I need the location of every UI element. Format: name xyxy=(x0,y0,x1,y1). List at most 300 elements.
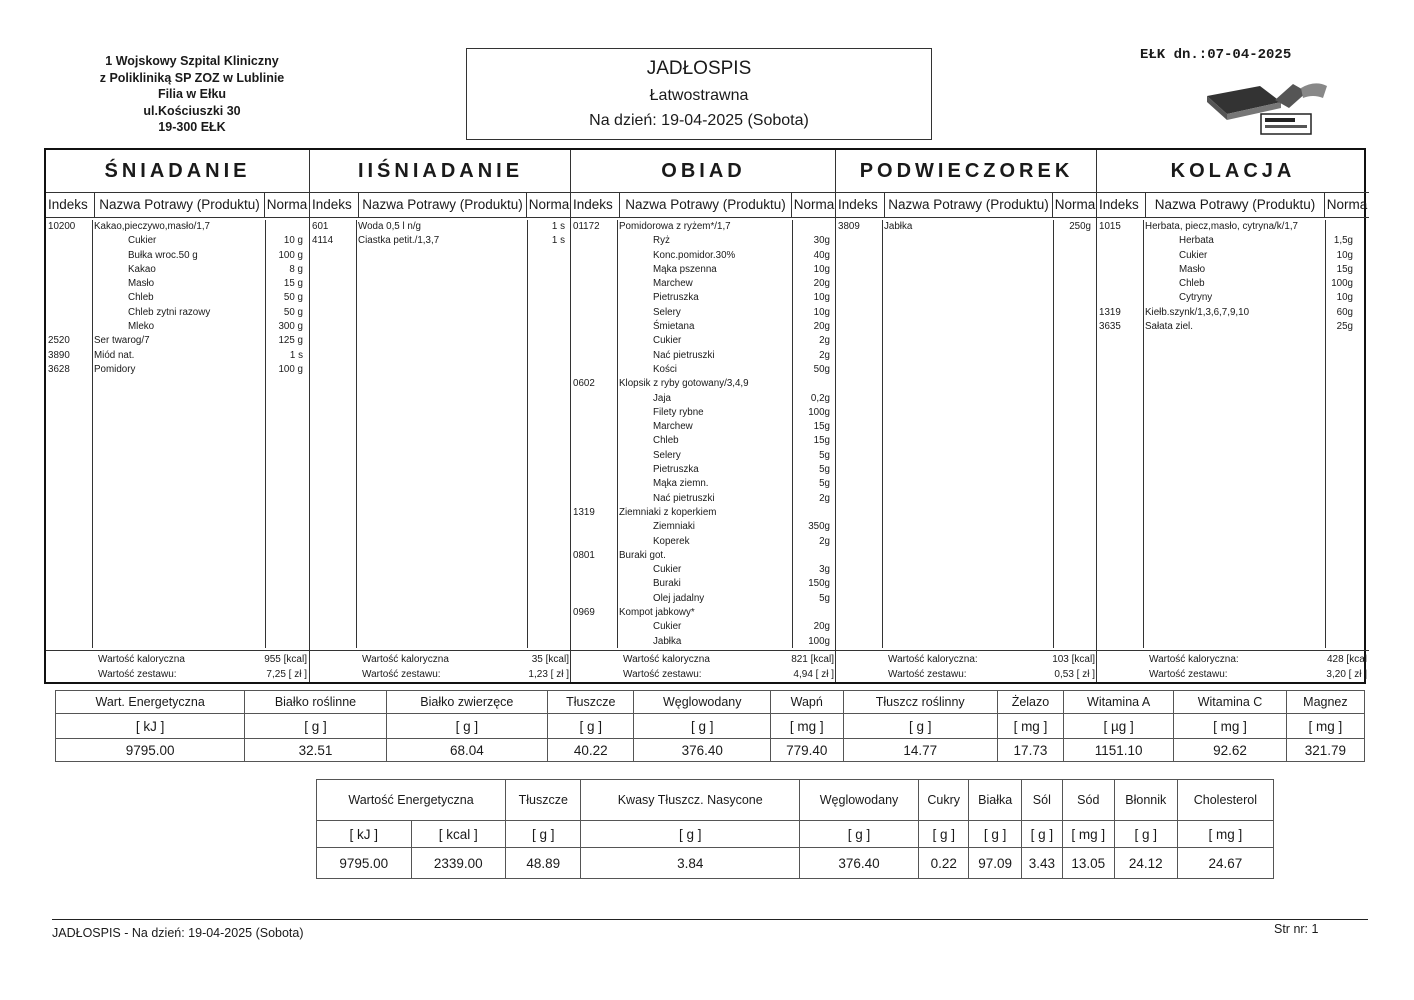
list-item xyxy=(46,277,309,291)
nutrient-value: 14.77 xyxy=(843,739,997,762)
meal-summary xyxy=(836,650,1097,685)
item-norm: 50 g xyxy=(283,292,303,304)
list-item xyxy=(571,463,836,477)
item-name: Sałata ziel. xyxy=(1145,321,1193,333)
item-name: Chleb zytni razowy xyxy=(128,306,211,318)
item-norm: 350g xyxy=(808,521,830,533)
nutrient-value: 321.79 xyxy=(1286,739,1364,762)
item-index: 3628 xyxy=(48,363,70,375)
meal-title: IIŚNIADANIE xyxy=(310,150,571,193)
meal-column xyxy=(46,150,309,682)
cost-value: 7,25 [ zł ] xyxy=(266,669,307,680)
item-name: Cukier xyxy=(653,335,682,347)
norm-header: Norma xyxy=(264,193,309,217)
nutrient-header: Białko roślinne xyxy=(245,691,386,714)
item-name: Kakao xyxy=(128,263,156,275)
list-item xyxy=(571,234,836,248)
page-number: Str nr: 1 xyxy=(1274,922,1319,936)
list-item xyxy=(46,306,309,320)
nutrient-header: Wapń xyxy=(770,691,843,714)
item-name: Miód nat. xyxy=(94,349,135,361)
calorie-value: 35 [kcal] xyxy=(531,654,569,665)
item-index: 1319 xyxy=(573,506,595,518)
list-item xyxy=(836,220,1097,234)
list-item xyxy=(571,563,836,577)
footer-title: JADŁOSPIS - Na dzień: 19-04-2025 (Sobota) xyxy=(52,926,304,940)
item-index: 10200 xyxy=(48,221,76,232)
list-item xyxy=(1097,306,1369,320)
nutrient-unit: [ mg ] xyxy=(770,714,843,739)
item-name: Cukier xyxy=(1179,249,1208,261)
item-norm: 15 g xyxy=(283,278,303,290)
list-item xyxy=(571,492,836,506)
nutrient-value: 24.12 xyxy=(1114,848,1177,879)
item-norm: 1 s xyxy=(551,221,565,232)
item-norm: 5g xyxy=(819,449,830,461)
item-norm: 2g xyxy=(819,535,830,547)
item-name: Herbata xyxy=(1179,235,1214,247)
item-norm: 0,2g xyxy=(810,392,830,404)
list-item xyxy=(46,249,309,263)
hospital-line: Filia w Ełku xyxy=(157,87,227,101)
item-norm: 30g xyxy=(813,235,830,247)
nutrient-unit: [ kJ ] xyxy=(317,821,412,848)
meal-column xyxy=(1096,150,1369,682)
list-item xyxy=(571,334,836,348)
list-item xyxy=(571,220,836,234)
list-item xyxy=(46,234,309,248)
item-index: 2520 xyxy=(48,335,70,347)
name-header: Nazwa Potrawy (Produktu) xyxy=(358,193,526,217)
item-norm: 15g xyxy=(1336,263,1353,275)
list-item xyxy=(571,277,836,291)
index-header: Indeks xyxy=(312,197,352,212)
nutrient-value: 3.43 xyxy=(1021,848,1062,879)
cost-value: 1,23 [ zł ] xyxy=(528,669,569,680)
item-norm: 100g xyxy=(1331,278,1353,290)
item-index: 0801 xyxy=(573,549,595,561)
norm-header: Norma xyxy=(1052,193,1097,217)
item-norm: 1 s xyxy=(289,349,303,361)
nutrient-unit: [ g ] xyxy=(799,821,918,848)
nutrient-header: Tłuszcze xyxy=(506,780,581,821)
cost-label: Wartość zestawu: xyxy=(98,669,177,680)
item-norm: 25g xyxy=(1336,321,1353,333)
list-item xyxy=(1097,291,1369,305)
nutrient-unit: [ g ] xyxy=(969,821,1021,848)
item-index: 1319 xyxy=(1099,306,1121,318)
nutrient-value: 0.22 xyxy=(919,848,969,879)
item-norm: 8 g xyxy=(289,263,303,275)
item-norm: 10 g xyxy=(283,235,303,247)
nutrient-value: 779.40 xyxy=(770,739,843,762)
list-item xyxy=(571,506,836,520)
index-header: Indeks xyxy=(838,197,878,212)
meal-summary xyxy=(571,650,836,685)
item-norm: 15g xyxy=(813,435,830,447)
item-name: Pietruszka xyxy=(653,292,699,304)
list-item xyxy=(571,377,836,391)
item-norm: 100 g xyxy=(278,249,303,261)
item-norm: 10g xyxy=(813,292,830,304)
name-header: Nazwa Potrawy (Produktu) xyxy=(884,193,1052,217)
list-item xyxy=(46,349,309,363)
list-item xyxy=(571,606,836,620)
meal-items xyxy=(46,220,309,648)
hospital-line: 19-300 EŁK xyxy=(158,120,226,134)
item-norm: 3g xyxy=(819,564,830,576)
item-norm: 1,5g xyxy=(1333,235,1353,247)
column-divider xyxy=(1053,220,1054,648)
list-item xyxy=(571,620,836,634)
meal-title: OBIAD xyxy=(571,150,836,193)
index-header: Indeks xyxy=(573,197,613,212)
list-item xyxy=(1097,263,1369,277)
meal-title: PODWIECZOREK xyxy=(836,150,1097,193)
list-item xyxy=(571,535,836,549)
item-index: 3809 xyxy=(838,221,860,232)
list-item xyxy=(571,420,836,434)
item-name: Masło xyxy=(128,278,155,290)
column-headers xyxy=(46,193,309,218)
name-header: Nazwa Potrawy (Produktu) xyxy=(1145,193,1324,217)
item-index: 3890 xyxy=(48,349,70,361)
item-name: Śmietana xyxy=(653,321,695,333)
nutrient-unit: [ kJ ] xyxy=(56,714,245,739)
list-item xyxy=(1097,249,1369,263)
item-name: Cukier xyxy=(128,235,157,247)
item-norm: 5g xyxy=(819,592,830,604)
cost-label: Wartość zestawu: xyxy=(623,669,702,680)
nutrient-value: 9795.00 xyxy=(56,739,245,762)
calorie-value: 428 [kcal xyxy=(1326,654,1367,665)
item-name: Kiełb.szynk/1,3,6,7,9,10 xyxy=(1145,306,1250,318)
list-item xyxy=(571,434,836,448)
item-name: Mąka ziemn. xyxy=(653,478,709,490)
list-item xyxy=(1097,320,1369,334)
nutrient-header: Białka xyxy=(969,780,1021,821)
list-item xyxy=(571,392,836,406)
meal-summary xyxy=(1097,650,1369,685)
nutrient-unit: [ g ] xyxy=(245,714,386,739)
nutrient-unit: [ mg ] xyxy=(1286,714,1364,739)
item-norm: 100g xyxy=(808,635,830,647)
item-norm: 10g xyxy=(1336,249,1353,261)
nutrient-header: Wartość Energetyczna xyxy=(317,780,506,821)
nutrient-header: Tłuszcz roślinny xyxy=(843,691,997,714)
nutrient-unit: [ g ] xyxy=(1114,821,1177,848)
item-norm: 50 g xyxy=(283,306,303,318)
nutrition-table-2 xyxy=(316,779,1274,879)
cost-value: 4,94 [ zł ] xyxy=(793,669,834,680)
nutrient-header: Magnez xyxy=(1286,691,1364,714)
item-norm: 2g xyxy=(819,335,830,347)
item-name: Chleb xyxy=(653,435,679,447)
nutrient-header: Witamina C xyxy=(1174,691,1287,714)
list-item xyxy=(310,234,571,248)
item-norm: 2g xyxy=(819,349,830,361)
column-headers xyxy=(836,193,1097,218)
list-item xyxy=(310,220,571,234)
calorie-value: 955 [kcal] xyxy=(264,654,307,665)
nutrient-value: 376.40 xyxy=(799,848,918,879)
cost-label: Wartość zestawu: xyxy=(888,669,967,680)
name-header: Nazwa Potrawy (Produktu) xyxy=(619,193,791,217)
nutrient-unit: [ mg ] xyxy=(1177,821,1273,848)
item-name: Nać pietruszki xyxy=(653,349,715,361)
item-name: Marchew xyxy=(653,278,693,290)
calorie-label: Wartość kaloryczna xyxy=(98,654,185,665)
item-name: Kompot jabkowy* xyxy=(619,607,695,619)
nutrient-value: 92.62 xyxy=(1174,739,1287,762)
item-name: Mąka pszenna xyxy=(653,263,717,275)
item-name: Cytryny xyxy=(1179,292,1213,304)
list-item xyxy=(571,291,836,305)
nutrient-header: Błonnik xyxy=(1114,780,1177,821)
item-norm: 10g xyxy=(813,306,830,318)
item-name: Ziemniaki xyxy=(653,521,695,533)
item-name: Jaja xyxy=(653,392,671,404)
item-norm: 10g xyxy=(813,263,830,275)
list-item xyxy=(571,363,836,377)
list-item xyxy=(46,363,309,377)
nutrient-header: Cholesterol xyxy=(1177,780,1273,821)
column-divider xyxy=(356,220,357,648)
nutrient-unit: [ g ] xyxy=(581,821,800,848)
list-item xyxy=(1097,234,1369,248)
list-item xyxy=(571,306,836,320)
book-computer-icon xyxy=(1205,78,1335,140)
item-norm: 50g xyxy=(813,363,830,375)
item-name: Jabłka xyxy=(653,635,682,647)
item-name: Selery xyxy=(653,306,681,318)
meal-items xyxy=(571,220,836,648)
item-norm: 100g xyxy=(808,406,830,418)
nutrient-header: Wart. Energetyczna xyxy=(56,691,245,714)
meal-title: KOLACJA xyxy=(1097,150,1369,193)
index-header: Indeks xyxy=(1099,197,1139,212)
calorie-value: 103 [kcal] xyxy=(1052,654,1095,665)
nutrient-header: Sód xyxy=(1062,780,1114,821)
item-index: 0969 xyxy=(573,607,595,619)
item-norm: 20g xyxy=(813,621,830,633)
nutrient-value: 68.04 xyxy=(386,739,548,762)
nutrient-header: Żelazo xyxy=(997,691,1063,714)
nutrient-value: 97.09 xyxy=(969,848,1021,879)
nutrient-value: 13.05 xyxy=(1062,848,1114,879)
hospital-line: 1 Wojskowy Szpital Kliniczny xyxy=(105,54,279,68)
calorie-label: Wartość kaloryczna xyxy=(362,654,449,665)
item-name: Buraki xyxy=(653,578,681,590)
item-name: Chleb xyxy=(1179,278,1205,290)
item-name: Filety rybne xyxy=(653,406,704,418)
nutrient-unit: [ mg ] xyxy=(1062,821,1114,848)
list-item xyxy=(46,334,309,348)
footer-rule xyxy=(52,919,1368,920)
item-norm: 10g xyxy=(1336,292,1353,304)
meal-plan-table xyxy=(44,148,1366,684)
column-headers xyxy=(310,193,571,218)
meal-items xyxy=(1097,220,1369,648)
meal-column xyxy=(309,150,571,682)
nutrient-unit: [ g ] xyxy=(843,714,997,739)
list-item xyxy=(571,477,836,491)
column-divider xyxy=(527,220,528,648)
nutrient-value: 24.67 xyxy=(1177,848,1273,879)
item-norm: 60g xyxy=(1336,306,1353,318)
index-header: Indeks xyxy=(48,197,88,212)
item-norm: 125 g xyxy=(278,335,303,347)
item-name: Jabłka xyxy=(884,221,913,232)
nutrient-value: 2339.00 xyxy=(411,848,506,879)
item-name: Selery xyxy=(653,449,681,461)
item-name: Ciastka petit./1,3,7 xyxy=(358,235,440,247)
item-name: Pietruszka xyxy=(653,464,699,476)
nutrient-value: 32.51 xyxy=(245,739,386,762)
item-name: Kości xyxy=(653,363,677,375)
item-name: Ziemniaki z koperkiem xyxy=(619,506,717,518)
nutrient-header: Węglowodany xyxy=(799,780,918,821)
hospital-line: z Polikliniką SP ZOZ w Lublinie xyxy=(99,70,285,85)
list-item xyxy=(571,406,836,420)
item-norm: 5g xyxy=(819,464,830,476)
cost-value: 3,20 [ zł ] xyxy=(1326,669,1367,680)
nutrient-unit: [ mg ] xyxy=(997,714,1063,739)
nutrient-unit: [ kcal ] xyxy=(411,821,506,848)
nutrient-header: Węglowodany xyxy=(634,691,770,714)
item-name: Ryż xyxy=(653,235,670,247)
item-norm: 150g xyxy=(808,578,830,590)
nutrient-unit: [ g ] xyxy=(919,821,969,848)
item-name: Masło xyxy=(1179,263,1206,275)
meal-title: ŚNIADANIE xyxy=(46,150,309,193)
item-name: Cukier xyxy=(653,621,682,633)
issue-date: EŁK dn.:07-04-2025 xyxy=(1140,47,1292,63)
item-norm: 20g xyxy=(813,321,830,333)
item-norm: 20g xyxy=(813,278,830,290)
item-name: Mleko xyxy=(128,321,155,333)
menu-date: Na dzień: 19-04-2025 (Sobota) xyxy=(589,112,809,129)
item-name: Pomidorowa z ryżem*/1,7 xyxy=(619,221,731,232)
nutrient-header: Białko zwierzęce xyxy=(386,691,548,714)
column-headers xyxy=(1097,193,1369,218)
nutrient-unit: [ g ] xyxy=(386,714,548,739)
item-name: Pomidory xyxy=(94,363,136,375)
nutrient-unit: [ g ] xyxy=(548,714,634,739)
list-item xyxy=(571,549,836,563)
meal-summary xyxy=(46,650,309,685)
item-name: Woda 0,5 l n/g xyxy=(358,221,421,232)
item-norm: 2g xyxy=(819,492,830,504)
list-item xyxy=(571,349,836,363)
list-item xyxy=(571,320,836,334)
list-item xyxy=(571,449,836,463)
column-headers xyxy=(571,193,836,218)
item-index: 1015 xyxy=(1099,221,1121,232)
item-name: Kakao,pieczywo,masło/1,7 xyxy=(94,221,210,232)
item-norm: 40g xyxy=(813,249,830,261)
list-item xyxy=(571,635,836,649)
nutrient-unit: [ g ] xyxy=(506,821,581,848)
item-norm: 1 s xyxy=(551,235,565,247)
list-item xyxy=(46,320,309,334)
item-name: Konc.pomidor.30% xyxy=(653,249,736,261)
item-norm: 300 g xyxy=(278,321,303,333)
meal-items xyxy=(310,220,571,648)
list-item xyxy=(571,577,836,591)
list-item xyxy=(571,592,836,606)
cost-label: Wartość zestawu: xyxy=(1149,669,1228,680)
title-box xyxy=(466,48,932,140)
norm-header: Norma xyxy=(526,193,571,217)
list-item xyxy=(46,220,309,234)
nutrient-value: 1151.10 xyxy=(1064,739,1174,762)
item-norm: 100 g xyxy=(278,363,303,375)
document-title: JADŁOSPIS xyxy=(646,58,752,79)
nutrient-unit: [ g ] xyxy=(634,714,770,739)
norm-header: Norma xyxy=(791,193,836,217)
meal-column xyxy=(835,150,1097,682)
calorie-value: 821 [kcal] xyxy=(791,654,834,665)
item-norm: 5g xyxy=(819,478,830,490)
list-item xyxy=(571,249,836,263)
item-name: Cukier xyxy=(653,564,682,576)
list-item xyxy=(46,291,309,305)
diet-name: Łatwostrawna xyxy=(649,87,749,104)
nutrient-value: 48.89 xyxy=(506,848,581,879)
item-name: Olej jadalny xyxy=(653,592,705,604)
calorie-label: Wartość kaloryczna: xyxy=(888,654,978,665)
cost-label: Wartość zestawu: xyxy=(362,669,441,680)
nutrient-header: Witamina A xyxy=(1064,691,1174,714)
nutrient-header: Cukry xyxy=(919,780,969,821)
item-name: Koperek xyxy=(653,535,690,547)
column-divider xyxy=(882,220,883,648)
nutrient-unit: [ mg ] xyxy=(1174,714,1287,739)
calorie-label: Wartość kaloryczna xyxy=(623,654,710,665)
hospital-line: ul.Kościuszki 30 xyxy=(143,103,241,118)
calorie-label: Wartość kaloryczna: xyxy=(1149,654,1239,665)
item-index: 01172 xyxy=(573,221,600,232)
item-name: Klopsik z ryby gotowany/3,4,9 xyxy=(619,378,749,390)
item-index: 4114 xyxy=(312,235,334,247)
item-name: Marchew xyxy=(653,421,693,433)
hospital-address xyxy=(60,53,324,136)
nutrient-value: 9795.00 xyxy=(317,848,412,879)
nutrient-header: Tłuszcze xyxy=(548,691,634,714)
item-name: Chleb xyxy=(128,292,154,304)
list-item xyxy=(1097,277,1369,291)
nutrient-value: 40.22 xyxy=(548,739,634,762)
name-header: Nazwa Potrawy (Produktu) xyxy=(94,193,264,217)
list-item xyxy=(1097,220,1369,234)
nutrient-unit: [ µg ] xyxy=(1064,714,1174,739)
nutrient-value: 17.73 xyxy=(997,739,1063,762)
item-index: 601 xyxy=(312,221,329,232)
list-item xyxy=(571,263,836,277)
meal-items xyxy=(836,220,1097,648)
meal-summary xyxy=(310,650,571,685)
item-index: 3635 xyxy=(1099,321,1121,333)
nutrient-value: 3.84 xyxy=(581,848,800,879)
nutrient-header: Sól xyxy=(1021,780,1062,821)
item-name: Ser twarog/7 xyxy=(94,335,150,347)
item-name: Bułka wroc.50 g xyxy=(128,249,198,261)
meal-column xyxy=(570,150,836,682)
item-norm: 15g xyxy=(813,421,830,433)
nutrient-unit: [ g ] xyxy=(1021,821,1062,848)
nutrient-header: Kwasy Tłuszcz. Nasycone xyxy=(581,780,800,821)
